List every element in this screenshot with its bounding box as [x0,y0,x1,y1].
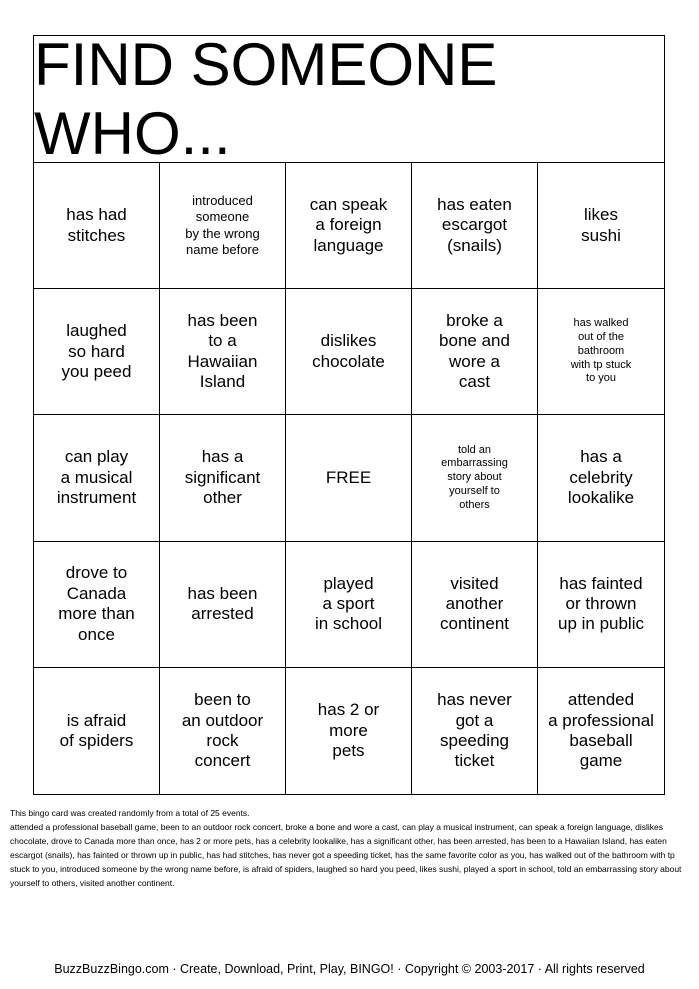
bingo-cell: can speak a foreign language [286,163,412,289]
free-space-cell: FREE [286,415,412,541]
bingo-cell: has had stitches [34,163,160,289]
bingo-cell: is afraid of spiders [34,668,160,794]
bingo-cell: has fainted or thrown up in public [538,542,664,668]
bingo-cell: laughed so hard you peed [34,289,160,415]
bingo-cell: has been to a Hawaiian Island [160,289,286,415]
bingo-cell: attended a professional baseball game [548,690,654,771]
bingo-cell: visited another continent [412,542,538,668]
bingo-cell: been to an outdoor rock concert [160,668,286,794]
description-event-list: attended a professional baseball game, been to an outdoor rock concert, broke a bone and wore a cast, can play a musical instrument, can speak a foreign language, dislikes chocolate, drove to Canada more than once, has 2 or more pets, has a celebrity lookalike, has a significant other, has been arrested, has been to a Hawaiian Island, has eaten escargot (snails), has fainted or thrown up in public, has had stitches, has never got a speeding ticket, has the same favorite color as you, has walked out of the bathroom with tp stuck to you, introduced someone by the wrong name before, is afraid of spiders, laughed so hard you peed, likes sushi, played a sport in school, told an embarrassing story about yourself to others, visited another continent. [10,822,682,888]
footer-copyright: BuzzBuzzBingo.com · Create, Download, Print, Play, BINGO! · Copyright © 2003-2017 · All rights reserved [54,962,645,976]
description-summary: This bingo card was created randomly from a total of 25 events. [10,808,250,818]
bingo-cell: told an embarrassing story about yourself to others [412,415,538,541]
bingo-cell: likes sushi [538,163,664,289]
bingo-cell: dislikes chocolate [286,289,412,415]
bingo-cell: has been arrested [160,542,286,668]
bingo-cell: has a celebrity lookalike [538,415,664,541]
bingo-grid [34,163,664,794]
bingo-cell: played a sport in school [286,542,412,668]
card-title: FIND SOMEONE WHO... [34,36,664,163]
bingo-cell: broke a bone and wore a cast [412,289,538,415]
card-description [10,806,690,890]
bingo-cell: drove to Canada more than once [34,542,160,668]
bingo-cell: has a significant other [160,415,286,541]
bingo-cell: has walked out of the bathroom with tp stuck to you [538,289,664,415]
bingo-cell: has eaten escargot (snails) [412,163,538,289]
bingo-cell: has never got a speeding ticket [412,668,538,794]
bingo-cell: can play a musical instrument [34,415,160,541]
bingo-cell: introduced someone by the wrong name before [160,163,286,289]
bingo-cell: has 2 or more pets [286,668,412,794]
bingo-card [33,31,665,795]
